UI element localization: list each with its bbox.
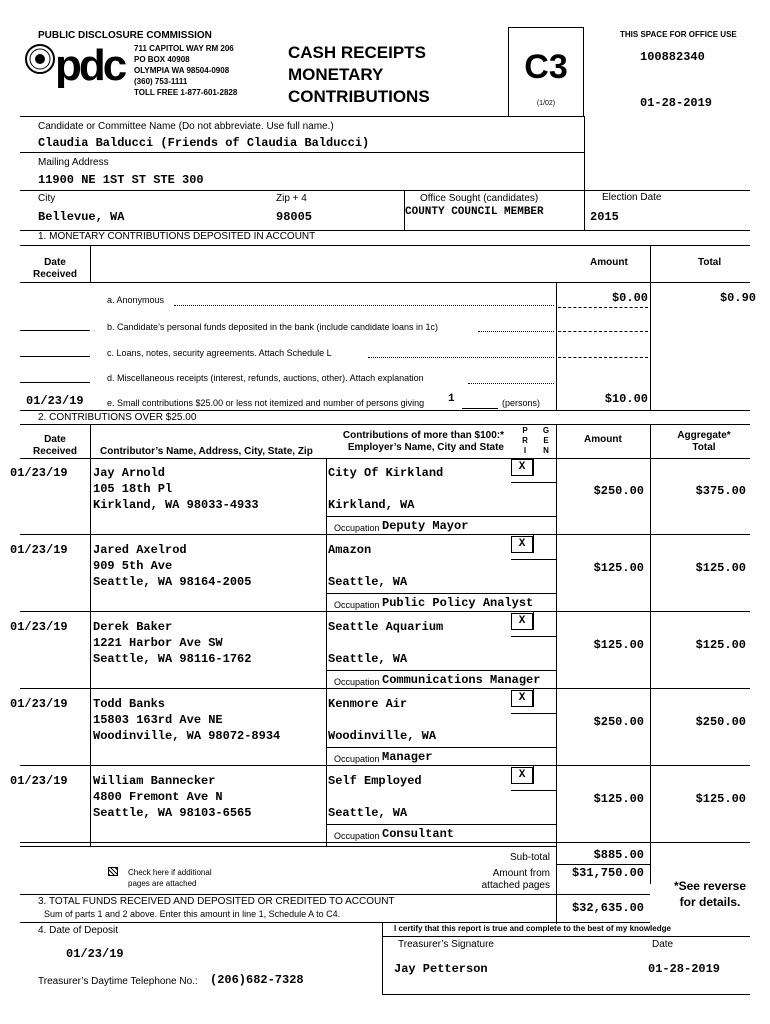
state-seal-icon <box>24 42 130 88</box>
employer-city: Seattle, WA <box>328 806 408 820</box>
s1-line-a-label: a. Anonymous <box>107 295 165 305</box>
election-date-label: Election Date <box>602 192 662 203</box>
subtotal-label: Sub-total <box>509 852 550 863</box>
city-label: City <box>38 193 56 204</box>
mailing-address-label: Mailing Address <box>38 157 109 168</box>
office-date: 01-28-2019 <box>640 96 713 110</box>
contribution-date: 01/23/19 <box>10 774 68 788</box>
aggregate-total: $250.00 <box>695 715 746 729</box>
attached-pages-label: Check here if additional pages are attached <box>128 868 212 888</box>
employer-name: City Of Kirkland <box>328 466 444 480</box>
s1-line-d-label: d. Miscellaneous receipts (interest, refunds, auctions, other). Attach explanation <box>107 373 424 383</box>
logo-text: pdc <box>55 42 125 88</box>
mailing-address: 11900 NE 1ST ST STE 300 <box>38 173 204 187</box>
employer-city: Seattle, WA <box>328 575 408 589</box>
contributor-street: 15803 163rd Ave NE <box>93 713 223 727</box>
agency-address: 711 CAPITOL WAY RM 206 PO BOX 40908 OLYMPIA WA 98504-0908 (360) 753-1111 TOLL FREE 1-877-601-2828 <box>134 44 238 97</box>
office-sought-label: Office Sought (candidates) <box>420 193 539 204</box>
employer-city: Woodinville, WA <box>328 729 437 743</box>
employer-name: Self Employed <box>328 774 422 788</box>
occupation: Communications Manager <box>382 673 541 687</box>
aggregate-total: $125.00 <box>695 638 746 652</box>
form-revision: (1/02) <box>536 100 556 107</box>
employer-name: Amazon <box>328 543 372 557</box>
primary-checkbox[interactable]: X <box>511 613 533 630</box>
contribution-amount: $125.00 <box>593 638 644 652</box>
s1-persons-label: (persons) <box>502 398 541 408</box>
s2-amount-header: Amount <box>584 434 622 445</box>
office-use-label: THIS SPACE FOR OFFICE USE <box>620 30 737 39</box>
occupation: Deputy Mayor <box>382 519 469 533</box>
signature-date: 01-28-2019 <box>648 962 721 976</box>
s1-line-e-amount: $10.00 <box>604 392 648 406</box>
form-code: C3 <box>524 48 568 86</box>
s1-date-header: Date Received <box>33 257 77 280</box>
certification-text: I certify that this report is true and complete to the best of my knowledge <box>394 924 671 933</box>
primary-checkbox[interactable]: X <box>511 459 533 476</box>
contribution-date: 01/23/19 <box>10 543 68 557</box>
contributor-name: Todd Banks <box>93 697 166 711</box>
treasurer-phone: (206)682-7328 <box>210 973 304 987</box>
agency-line: PUBLIC DISCLOSURE COMMISSION <box>38 30 212 41</box>
s2-employer-header: Contributions of more than $100:* Employer’s Name, City and State <box>342 430 504 453</box>
contribution-amount: $125.00 <box>593 561 644 575</box>
aggregate-total: $125.00 <box>695 792 746 806</box>
occupation-label: Occupation <box>334 677 380 687</box>
contributor-name: Derek Baker <box>93 620 173 634</box>
attached-amount: $31,750.00 <box>571 866 644 880</box>
contribution-date: 01/23/19 <box>10 697 68 711</box>
primary-checkbox[interactable]: X <box>511 536 533 553</box>
contributor-name: Jay Arnold <box>93 466 166 480</box>
s2-aggregate-header: Aggregate* Total <box>677 430 731 453</box>
deposit-date-label: 4. Date of Deposit <box>38 925 119 936</box>
deposit-date: 01/23/19 <box>66 947 124 961</box>
aggregate-total: $125.00 <box>695 561 746 575</box>
section3-subtitle: Sum of parts 1 and 2 above. Enter this amount in line 1, Schedule A to C4. <box>44 909 341 919</box>
city: Bellevue, WA <box>38 210 125 224</box>
contribution-date: 01/23/19 <box>10 466 68 480</box>
report-number: 100882340 <box>640 50 705 64</box>
election-date: 2015 <box>590 210 619 224</box>
contributor-city: Seattle, WA 98116-1762 <box>93 652 252 666</box>
office-sought: COUNTY COUNCIL MEMBER <box>405 206 544 218</box>
primary-checkbox[interactable]: X <box>511 767 533 784</box>
contribution-date: 01/23/19 <box>10 620 68 634</box>
contribution-amount: $250.00 <box>593 715 644 729</box>
section3-title: 3. TOTAL FUNDS RECEIVED AND DEPOSITED OR CREDITED TO ACCOUNT <box>38 896 395 907</box>
section1-title: 1. MONETARY CONTRIBUTIONS DEPOSITED IN ACCOUNT <box>38 231 316 242</box>
contributor-street: 105 18th Pl <box>93 482 173 496</box>
occupation-label: Occupation <box>334 523 380 533</box>
s2-general-header: G E N <box>542 426 550 455</box>
see-reverse-note: *See reverse for details. <box>673 879 747 909</box>
zip-label: Zip + 4 <box>276 193 307 204</box>
zip: 98005 <box>276 210 313 224</box>
attached-pages-checkbox[interactable] <box>108 867 118 876</box>
employer-name: Kenmore Air <box>328 697 408 711</box>
subtotal: $885.00 <box>593 848 644 862</box>
contributor-name: Jared Axelrod <box>93 543 187 557</box>
contribution-amount: $250.00 <box>593 484 644 498</box>
occupation: Consultant <box>382 827 455 841</box>
s1-line-c-label: c. Loans, notes, security agreements. Attach Schedule L <box>107 348 332 358</box>
section2-title: 2. CONTRIBUTIONS OVER $25.00 <box>38 412 197 423</box>
contributor-street: 909 5th Ave <box>93 559 173 573</box>
signature-date-label: Date <box>652 939 674 950</box>
phone-label: Treasurer’s Daytime Telephone No.: <box>38 976 198 987</box>
signature-label: Treasurer’s Signature <box>398 939 494 950</box>
contributor-city: Seattle, WA 98103-6565 <box>93 806 252 820</box>
occupation: Manager <box>382 750 433 764</box>
contributor-city: Seattle, WA 98164-2005 <box>93 575 252 589</box>
s1-line-b-label: b. Candidate’s personal funds deposited in the bank (include candidate loans in 1c) <box>107 322 439 332</box>
s1-line-e-date: 01/23/19 <box>26 394 84 408</box>
s1-line-a-total: $0.90 <box>719 291 756 305</box>
s1-persons-count: 1 <box>448 393 455 405</box>
s1-line-a-amount: $0.00 <box>611 291 648 305</box>
s1-amount-header: Amount <box>590 257 628 268</box>
occupation: Public Policy Analyst <box>382 596 534 610</box>
s1-line-e-label: e. Small contributions $25.00 or less not itemized and number of persons giving <box>107 398 425 408</box>
employer-city: Seattle, WA <box>328 652 408 666</box>
s1-total-header: Total <box>698 257 722 268</box>
candidate-name-label: Candidate or Committee Name (Do not abbreviate. Use full name.) <box>38 121 334 132</box>
primary-checkbox[interactable]: X <box>511 690 533 707</box>
contributor-city: Woodinville, WA 98072-8934 <box>93 729 281 743</box>
contributor-city: Kirkland, WA 98033-4933 <box>93 498 259 512</box>
s2-contributor-header: Contributor’s Name, Address, City, State, Zip <box>100 446 313 457</box>
pdc-logo <box>24 42 130 88</box>
occupation-label: Occupation <box>334 831 380 841</box>
contributor-street: 1221 Harbor Ave SW <box>93 636 223 650</box>
attached-amount-label: Amount from attached pages <box>481 868 550 891</box>
employer-city: Kirkland, WA <box>328 498 415 512</box>
s2-date-header: Date Received <box>33 434 77 457</box>
occupation-label: Occupation <box>334 754 380 764</box>
form-title: CASH RECEIPTS MONETARY CONTRIBUTIONS <box>288 43 430 106</box>
occupation-label: Occupation <box>334 600 380 610</box>
contribution-amount: $125.00 <box>593 792 644 806</box>
candidate-name: Claudia Balducci (Friends of Claudia Balducci) <box>38 136 370 150</box>
s2-primary-header: P R I <box>522 426 528 455</box>
treasurer-signature: Jay Petterson <box>394 962 488 976</box>
aggregate-total: $375.00 <box>695 484 746 498</box>
grand-total: $32,635.00 <box>571 901 644 915</box>
contributor-name: William Bannecker <box>93 774 216 788</box>
employer-name: Seattle Aquarium <box>328 620 444 634</box>
contributor-street: 4800 Fremont Ave N <box>93 790 223 804</box>
